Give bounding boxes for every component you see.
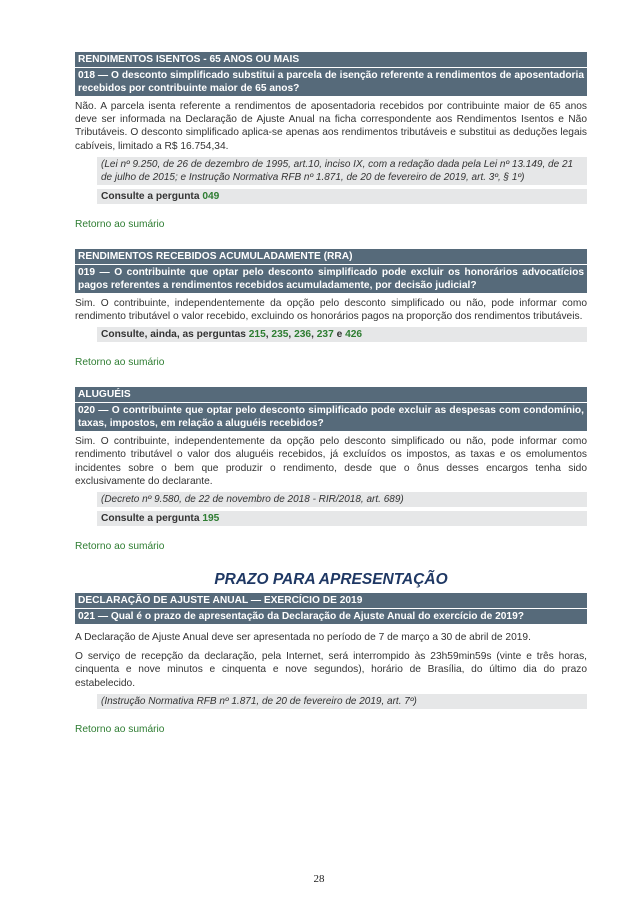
question-header: 020 — O contribuinte que optar pelo desconto simplificado pode excluir as despesas com condomínio, taxas, impostos, em relação a aluguéis recebidos? xyxy=(75,403,587,432)
separator: , xyxy=(311,329,317,341)
consult-label: Consulte a pergunta xyxy=(101,513,203,525)
consult-box xyxy=(97,189,587,204)
document-page xyxy=(75,52,587,736)
category-header: DECLARAÇÃO DE AJUSTE ANUAL — EXERCÍCIO DE 2019 xyxy=(75,593,587,609)
consult-link[interactable]: 236 xyxy=(294,329,312,341)
consult-link[interactable]: 237 xyxy=(316,329,334,341)
category-header: RENDIMENTOS ISENTOS - 65 ANOS OU MAIS xyxy=(75,52,587,68)
answer-text: Sim. O contribuinte, independentemente da opção pelo desconto simplificado ou não, pode informar como rendimento tributável o valor recebido, excluindo os honorários pagos na proporção dos rendimentos tributáveis. xyxy=(75,297,587,323)
legal-reference: (Decreto nº 9.580, de 22 de novembro de 2018 - RIR/2018, art. 689) xyxy=(97,492,587,507)
category-header: ALUGUÉIS xyxy=(75,387,587,403)
answer-text: A Declaração de Ajuste Anual deve ser apresentada no período de 7 de março a 30 de abril de 2019. xyxy=(75,632,531,644)
return-summary-link[interactable]: Retorno ao sumário xyxy=(75,723,165,735)
question-header: 019 — O contribuinte que optar pelo desconto simplificado pode excluir os honorários advocatícios pagos referentes a rendimentos recebidos acumuladamente, por decisão judicial? xyxy=(75,265,587,294)
consult-box xyxy=(97,511,587,526)
consult-link[interactable]: 195 xyxy=(202,513,220,525)
section-heading: PRAZO PARA APRESENTAÇÃO xyxy=(214,571,448,589)
consult-link[interactable]: 426 xyxy=(345,329,363,341)
separator: e xyxy=(333,329,346,341)
answer-text: O serviço de recepção da declaração, pela Internet, será interrompido às 23h59min59s (vinte e três horas, cinquenta e nove minutos e cinquenta e nove segundos), horário de Brasília, do último dia do prazo estabelecido. xyxy=(75,651,587,689)
legal-reference: (Lei nº 9.250, de 26 de dezembro de 1995, art.10, inciso IX, com a redação dada pela Lei nº 13.149, de 21 de julho de 2015; e Instrução Normativa RFB nº 1.871, de 20 de fevereiro de 2019, art. 3º, § 1º) xyxy=(97,157,587,185)
consult-label: Consulte a pergunta xyxy=(101,190,203,202)
consult-link[interactable]: 235 xyxy=(271,329,289,341)
return-summary-link[interactable]: Retorno ao sumário xyxy=(75,357,165,369)
consult-label: Consulte, ainda, as perguntas xyxy=(101,329,249,341)
answer-text: Não. A parcela isenta referente a rendimentos de aposentadoria recebidos por contribuinte maior de 65 anos deve ser informada na Declaração de Ajuste Anual na ficha correspondente aos Rendimentos Isentos e Não Tributáveis. O desconto simplificado aplica-se apenas aos rendimentos tributáveis e substitui as deduções legais cabíveis, limitado a R$ 16.754,34. xyxy=(75,101,587,152)
question-header: 021 — Qual é o prazo de apresentação da Declaração de Ajuste Anual do exercício de 2019? xyxy=(75,609,587,625)
separator: , xyxy=(265,329,272,341)
return-summary-link[interactable]: Retorno ao sumário xyxy=(75,218,165,230)
return-summary-link[interactable]: Retorno ao sumário xyxy=(75,541,165,553)
separator: , xyxy=(288,329,295,341)
consult-box xyxy=(97,327,587,342)
consult-link[interactable]: 049 xyxy=(202,190,220,202)
question-header: 018 — O desconto simplificado substitui a parcela de isenção referente a rendimentos de aposentadoria recebidos por contribuinte maior de 65 anos? xyxy=(75,68,587,97)
category-header: RENDIMENTOS RECEBIDOS ACUMULADAMENTE (RRA) xyxy=(75,249,587,265)
consult-link[interactable]: 215 xyxy=(248,329,266,341)
page-number: 28 xyxy=(313,873,325,885)
legal-reference: (Instrução Normativa RFB nº 1.871, de 20 de fevereiro de 2019, art. 7º) xyxy=(97,694,587,709)
answer-text: Sim. O contribuinte, independentemente da opção pelo desconto simplificado ou não, pode informar como rendimento tributável o valor dos aluguéis recebidos, já excluídos os impostos, as taxas e os emolumentos incidentes sobre o bem que produzir o rendimento, desde que o ônus desses encargos tenha sido exclusivamente do declarante. xyxy=(75,436,587,487)
